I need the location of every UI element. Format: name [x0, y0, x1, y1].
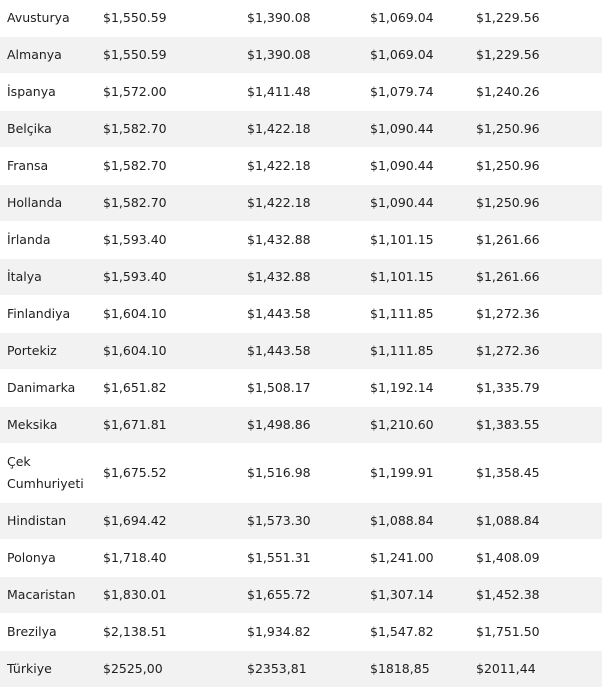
- table-row: [0, 651, 602, 688]
- country-cell: Belçika: [7, 121, 52, 136]
- price-cell: $1,508.17: [247, 380, 311, 395]
- price-cell: $1,069.04: [370, 47, 434, 62]
- table-row: [0, 370, 602, 407]
- price-cell: $1,582.70: [103, 195, 167, 210]
- price-cell: $2353,81: [247, 661, 307, 676]
- table-row: [0, 503, 602, 540]
- country-cell: Danimarka: [7, 380, 76, 395]
- table-row: [0, 444, 602, 503]
- price-cell: $1,675.52: [103, 465, 167, 480]
- country-cell: İrlanda: [7, 232, 51, 247]
- country-cell: Fransa: [7, 158, 49, 173]
- price-cell: $1,582.70: [103, 121, 167, 136]
- country-cell: İspanya: [7, 84, 56, 99]
- price-cell: $1,229.56: [476, 47, 540, 62]
- table-row: [0, 614, 602, 651]
- price-cell: $2525,00: [103, 661, 163, 676]
- price-cell: $1,516.98: [247, 465, 311, 480]
- price-cell: $1,111.85: [370, 343, 434, 358]
- price-cell: $1,261.66: [476, 232, 540, 247]
- price-cell: $1,090.44: [370, 121, 434, 136]
- price-cell: $1,199.91: [370, 465, 434, 480]
- price-cell: $1,498.86: [247, 417, 311, 432]
- price-cell: $1,101.15: [370, 269, 434, 284]
- price-cell: $1,250.96: [476, 158, 540, 173]
- table-row: [0, 185, 602, 222]
- price-cell: $1,101.15: [370, 232, 434, 247]
- table-row: [0, 540, 602, 577]
- price-cell: $1,432.88: [247, 269, 311, 284]
- country-cell: Hollanda: [7, 195, 63, 210]
- table-row: [0, 577, 602, 614]
- country-cell: Macaristan: [7, 587, 76, 602]
- price-cell: $1,604.10: [103, 306, 167, 321]
- table-row: [0, 296, 602, 333]
- price-cell: $1,069.04: [370, 10, 434, 25]
- table-row: [0, 407, 602, 444]
- table-row: [0, 222, 602, 259]
- table-row: [0, 111, 602, 148]
- price-cell: $1,250.96: [476, 121, 540, 136]
- price-cell: $1,452.38: [476, 587, 540, 602]
- price-cell: $1,432.88: [247, 232, 311, 247]
- price-cell: $1,593.40: [103, 232, 167, 247]
- price-cell: $1,390.08: [247, 47, 311, 62]
- price-cell: $1,422.18: [247, 121, 311, 136]
- country-cell: İtalya: [7, 269, 42, 284]
- price-cell: $1,573.30: [247, 513, 311, 528]
- country-cell: Avusturya: [7, 10, 70, 25]
- country-cell: Polonya: [7, 550, 56, 565]
- table-row: [0, 148, 602, 185]
- table-row: [0, 333, 602, 370]
- table-row: [0, 74, 602, 111]
- price-cell: $1,551.31: [247, 550, 311, 565]
- price-cell: $1,443.58: [247, 343, 311, 358]
- price-cell: $1,090.44: [370, 158, 434, 173]
- country-cell: Brezilya: [7, 624, 57, 639]
- price-cell: $1,240.26: [476, 84, 540, 99]
- price-cell: $1,272.36: [476, 306, 540, 321]
- price-cell: $1,088.84: [476, 513, 540, 528]
- price-cell: $1,694.42: [103, 513, 167, 528]
- price-cell: $2,138.51: [103, 624, 167, 639]
- price-cell: $1,550.59: [103, 10, 167, 25]
- price-cell: $1,411.48: [247, 84, 311, 99]
- price-cell: $1,079.74: [370, 84, 434, 99]
- country-cell: Meksika: [7, 417, 58, 432]
- table-row: [0, 37, 602, 74]
- price-cell: $1,250.96: [476, 195, 540, 210]
- price-cell: $1818,85: [370, 661, 430, 676]
- price-cell: $1,582.70: [103, 158, 167, 173]
- price-cell: $1,934.82: [247, 624, 311, 639]
- price-cell: $1,090.44: [370, 195, 434, 210]
- country-cell: Hindistan: [7, 513, 67, 528]
- price-cell: $1,358.45: [476, 465, 540, 480]
- country-cell: Almanya: [7, 47, 62, 62]
- price-cell: $1,335.79: [476, 380, 540, 395]
- price-cell: $1,655.72: [247, 587, 311, 602]
- price-cell: $1,383.55: [476, 417, 540, 432]
- table-row: [0, 0, 602, 37]
- price-cell: $1,830.01: [103, 587, 167, 602]
- price-cell: $2011,44: [476, 661, 536, 676]
- price-cell: $1,422.18: [247, 158, 311, 173]
- price-cell: $1,210.60: [370, 417, 434, 432]
- price-cell: $1,192.14: [370, 380, 434, 395]
- price-cell: $1,272.36: [476, 343, 540, 358]
- price-cell: $1,390.08: [247, 10, 311, 25]
- price-cell: $1,593.40: [103, 269, 167, 284]
- price-cell: $1,572.00: [103, 84, 167, 99]
- price-cell: $1,408.09: [476, 550, 540, 565]
- table-row: [0, 259, 602, 296]
- price-cell: $1,443.58: [247, 306, 311, 321]
- country-cell: Portekiz: [7, 343, 57, 358]
- price-cell: $1,229.56: [476, 10, 540, 25]
- country-cell: Finlandiya: [7, 306, 71, 321]
- price-cell: $1,307.14: [370, 587, 434, 602]
- price-cell: $1,111.85: [370, 306, 434, 321]
- price-cell: $1,547.82: [370, 624, 434, 639]
- price-cell: $1,671.81: [103, 417, 167, 432]
- price-cell: $1,088.84: [370, 513, 434, 528]
- price-cell: $1,261.66: [476, 269, 540, 284]
- price-cell: $1,550.59: [103, 47, 167, 62]
- price-cell: $1,241.00: [370, 550, 434, 565]
- price-cell: $1,718.40: [103, 550, 167, 565]
- country-cell: Çek Cumhuriyeti: [7, 454, 84, 491]
- price-cell: $1,651.82: [103, 380, 167, 395]
- price-cell: $1,604.10: [103, 343, 167, 358]
- price-cell: $1,751.50: [476, 624, 540, 639]
- country-cell: Türkiye: [7, 661, 52, 676]
- price-cell: $1,422.18: [247, 195, 311, 210]
